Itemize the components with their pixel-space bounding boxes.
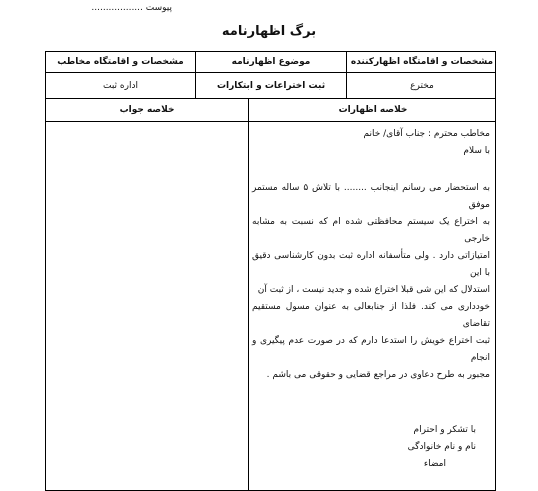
statements-content bbox=[252, 126, 490, 486]
subject-header: موضوع اظهارنامه bbox=[231, 57, 311, 67]
letter-body-line: استدلال که این شی قبلا اختراع شده و جدید نیست ، از ثبت آن bbox=[257, 285, 490, 295]
letter-body-line: خودداری می کند. فلذا از جنابعالی به عنوان مسول مستقیم تقاضای bbox=[252, 302, 490, 329]
declarant-value: مخترع bbox=[410, 80, 434, 91]
letter-signature-block bbox=[252, 422, 490, 473]
attachment-line: پیوست .................. bbox=[91, 3, 172, 13]
letter-closing: با تشکر و احترام bbox=[413, 425, 476, 435]
letter-body-line: امتیازاتی دارد . ولی متأسفانه اداره ثبت بدون کارشناسی دقیق با این bbox=[252, 251, 490, 278]
table-column-divider bbox=[248, 98, 249, 491]
letter-greeting: با سلام bbox=[463, 146, 490, 156]
response-header: خلاصه جواب bbox=[119, 105, 175, 115]
letter-body-line: ثبت اختراع خویش را استدعا دارم که در صورت عدم پیگیری و انجام bbox=[252, 336, 490, 363]
declaration-form-table bbox=[45, 51, 496, 491]
name-label: نام و نام خانوادگی bbox=[407, 442, 476, 452]
signature-label: امضاء bbox=[423, 459, 446, 469]
statements-header: خلاصه اظهارات bbox=[338, 105, 408, 115]
page-title: برگ اظهارنامه bbox=[221, 24, 317, 39]
letter-body bbox=[252, 180, 490, 384]
declarant-header: مشخصات و اقامتگاه اظهارکننده bbox=[350, 57, 494, 67]
addressee-header: مشخصات و اقامتگاه مخاطب bbox=[57, 57, 184, 67]
table-row-divider bbox=[46, 121, 495, 122]
letter-body-line: به اختراع یک سیستم محافظتی شده ام که نسبت به مشابه خارجی bbox=[252, 217, 490, 244]
subject-value: ثبت اختراعات و ابتکارات bbox=[216, 80, 326, 91]
letter-salutation: مخاطب محترم : جناب آقای/ خانم bbox=[363, 129, 490, 139]
letter-body-line: مجبور به طرح دعاوی در مراجع قضایی و حقوقی می باشم . bbox=[266, 370, 490, 380]
addressee-value: اداره ثبت bbox=[103, 80, 138, 91]
letter-body-line: به استحضار می رسانم اینجانب ........ با تلاش ۵ ساله مستمر موفق bbox=[252, 183, 491, 210]
